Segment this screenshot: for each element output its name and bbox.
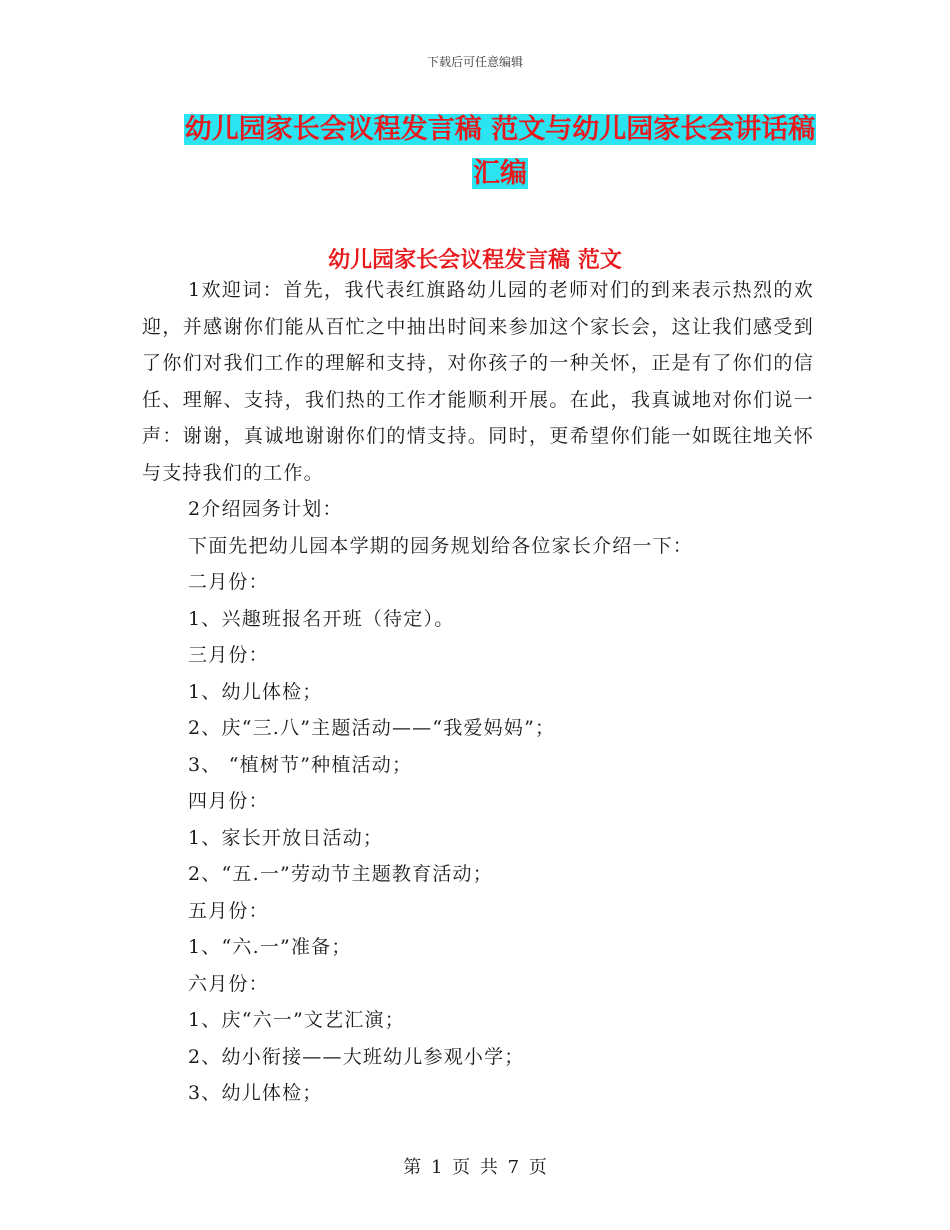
header-note: 下载后可任意编辑 — [426, 55, 523, 69]
body-line: 2、幼小衔接——大班幼儿参观小学； — [188, 1045, 525, 1068]
body-line: 下面先把幼儿园本学期的园务规划给各位家长介绍一下： — [188, 534, 694, 557]
body-line: 四月份： — [188, 790, 269, 812]
body-line: 1、“六.一”准备； — [188, 936, 352, 958]
body-line: 1、幼儿体检； — [188, 680, 323, 703]
body-line: 2、“五.一”劳动节主题教育活动； — [188, 863, 493, 885]
body-line: 1、家长开放日活动； — [188, 826, 384, 849]
body-line: 2、庆“三.八”主题活动——“我爱妈妈”； — [188, 717, 556, 739]
body-line: 3、 “植树节”种植活动； — [188, 753, 413, 776]
document-title-text-1: 幼儿园家长会议程发言稿 范文与幼儿园家长会讲话稿 — [184, 114, 816, 145]
body-line: 1、兴趣班报名开班（待定）。 — [188, 607, 455, 630]
section-title: 幼儿园家长会议程发言稿 范文 — [328, 248, 622, 273]
body-line: 三月份： — [188, 644, 269, 666]
intro-paragraph: 1欢迎词：首先，我代表红旗路幼儿园的老师对们的到来表示热烈的欢迎，并感谢你们能从百忙之中抽出时间来参加这个家长会，这让我们感受到了你们对我们工作的理解和支持，对你孩子的一种关怀，正是有了你们的信任、理解、支持，我们热的工作才能顺利开展。在此，我真诚地对你们说一声：谢谢，真诚地谢谢你们的情支持。同时，更希望你们能一如既往地关怀与支持我们的工作。 — [142, 279, 814, 484]
body-line: 五月份： — [188, 899, 269, 922]
body-line: 2介绍园务计划： — [188, 498, 343, 520]
body-line: 六月份： — [188, 972, 269, 995]
document-body — [142, 272, 814, 1112]
body-line: 1、庆“六一”文艺汇演； — [188, 1009, 405, 1031]
document-title-line-2 — [140, 148, 860, 200]
page-footer: 第 1 页 共 7 页 — [403, 1157, 547, 1178]
body-line: 二月份： — [188, 571, 269, 593]
document-title-text-2: 汇编 — [473, 158, 527, 189]
body-line: 3、幼儿体检； — [188, 1082, 323, 1104]
